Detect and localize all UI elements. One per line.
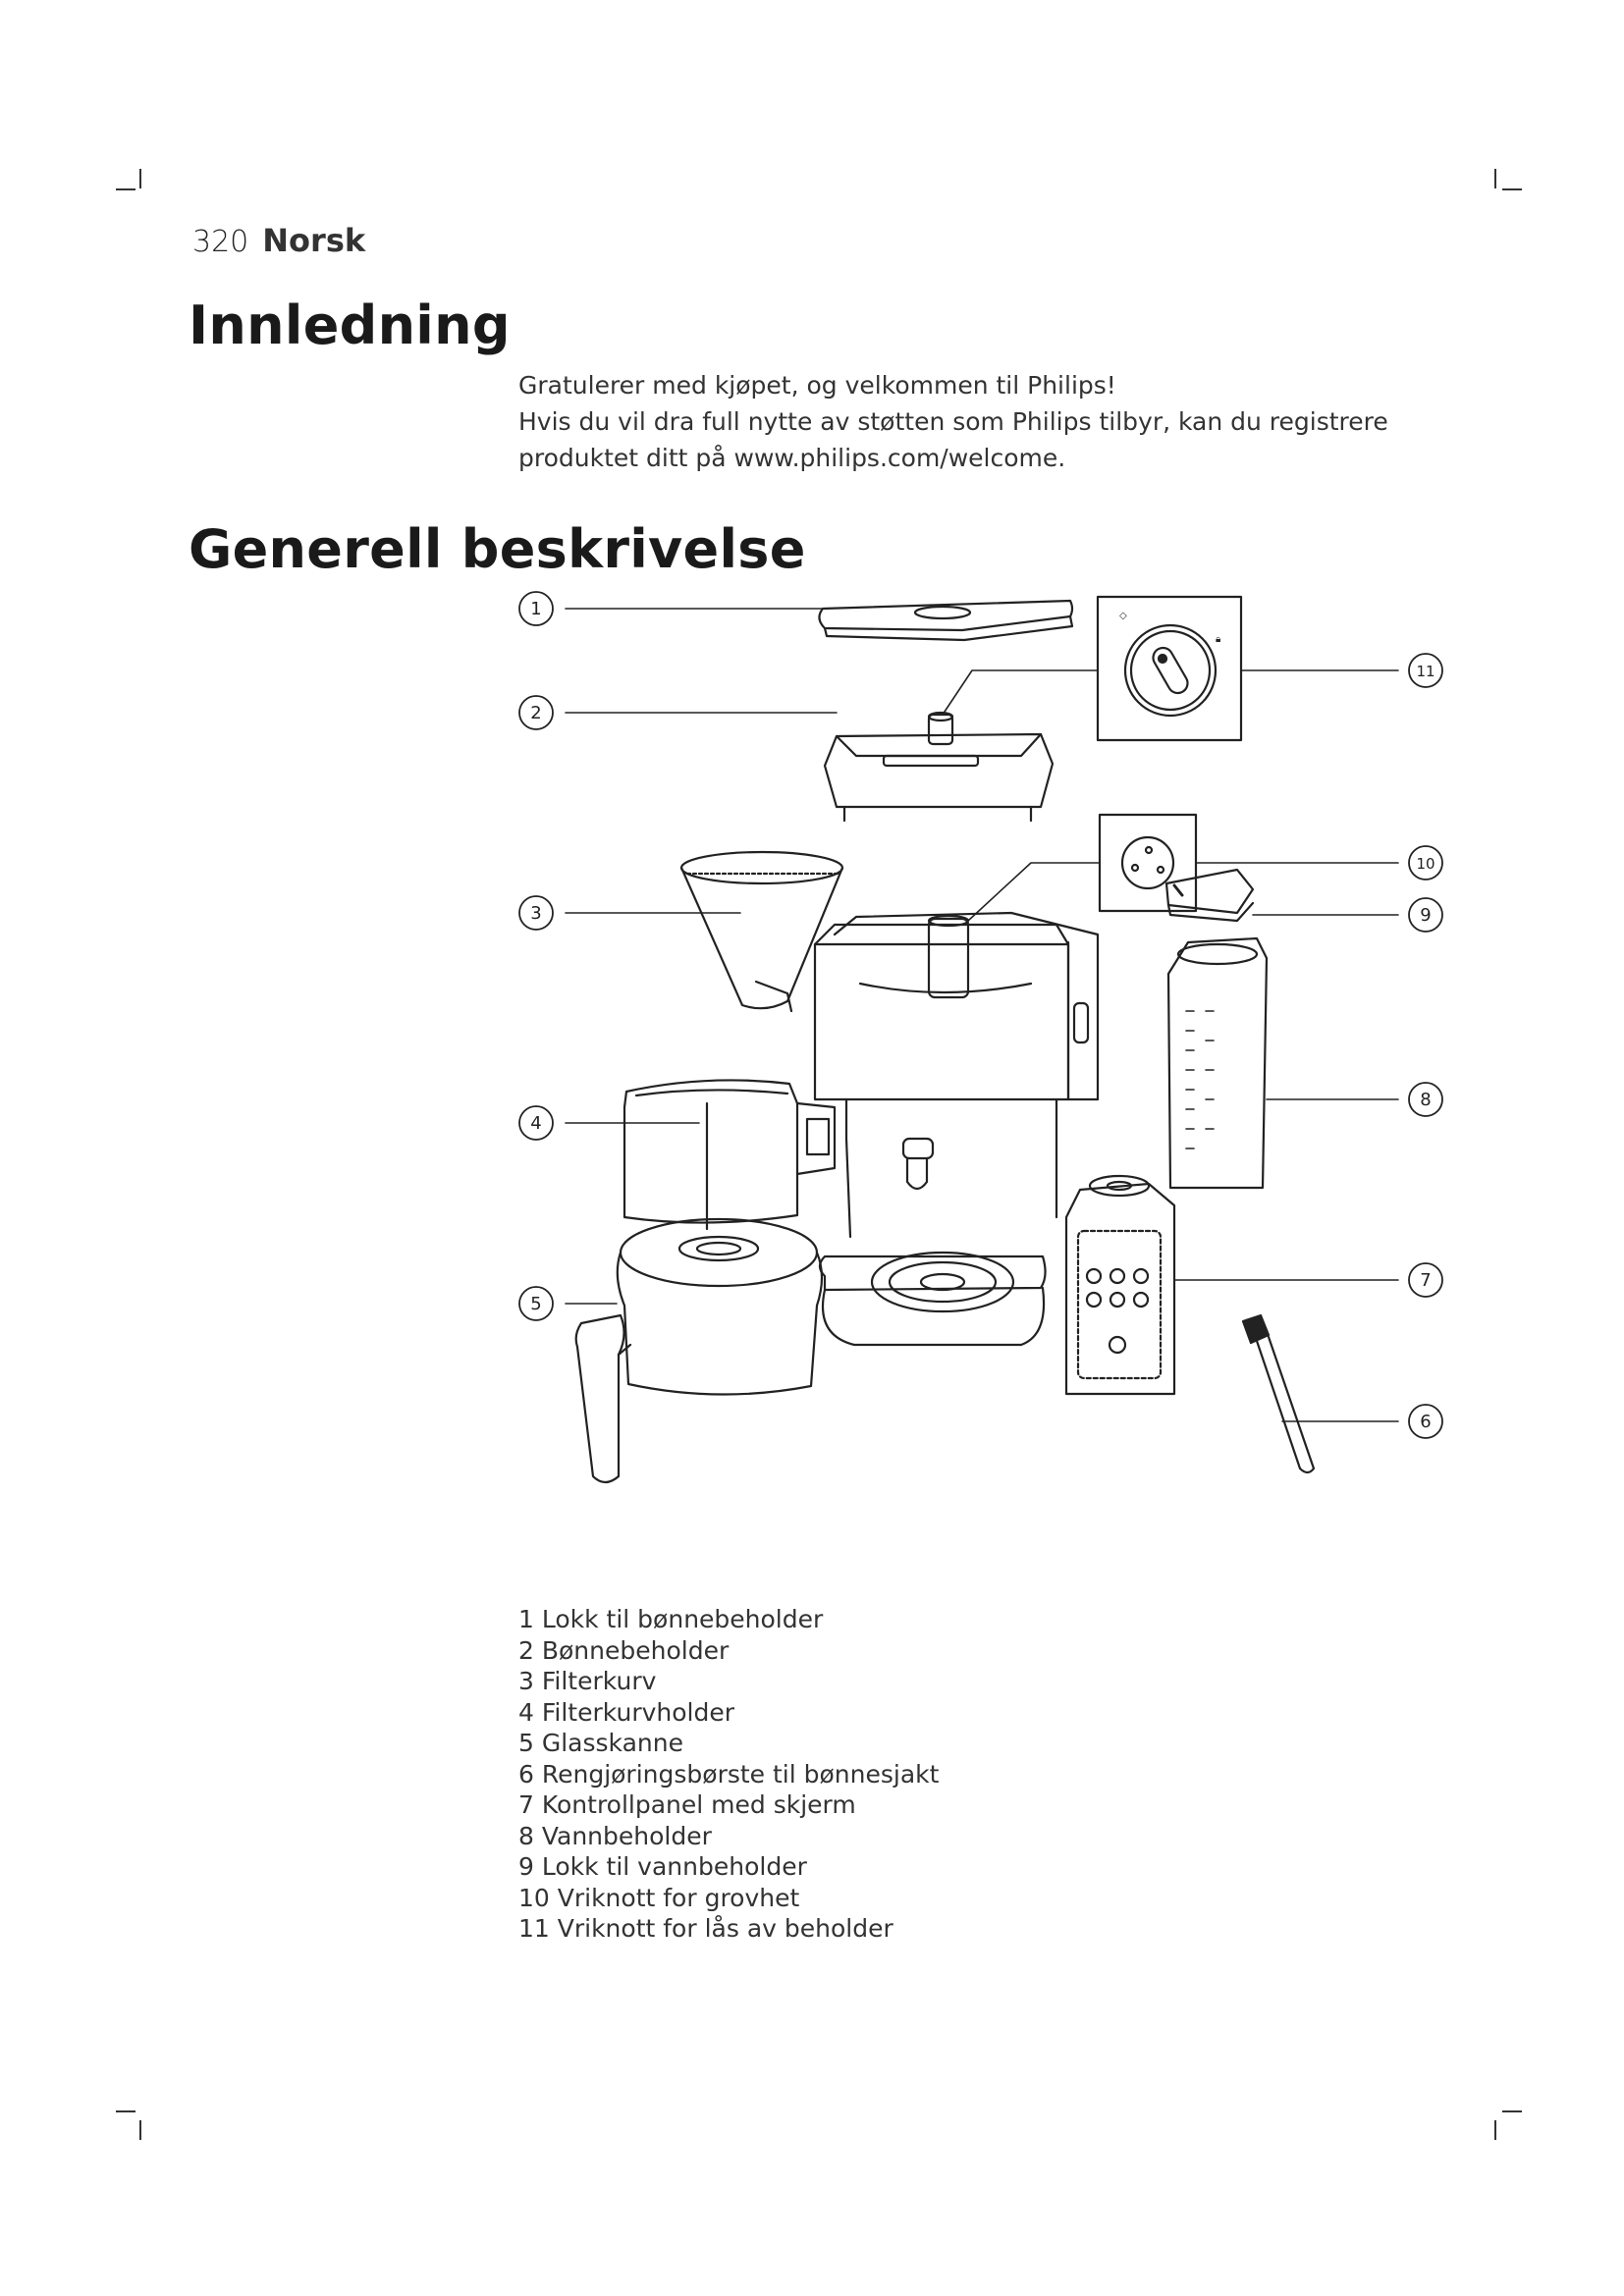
- part-item: 3 Filterkurv: [518, 1667, 657, 1695]
- callout-7: [1409, 1263, 1442, 1297]
- svg-text:6: 6: [1420, 1412, 1432, 1432]
- intro-text: [518, 367, 1500, 476]
- part-item: 5 Glasskanne: [518, 1729, 683, 1757]
- callout-6: [1409, 1405, 1442, 1438]
- svg-text:8: 8: [1420, 1090, 1432, 1110]
- crop-mark: [1502, 188, 1522, 190]
- svg-text:2: 2: [530, 703, 542, 723]
- crop-mark: [139, 2120, 141, 2140]
- part-item: 7 Kontrollpanel med skjerm: [518, 1790, 856, 1819]
- crop-mark: [116, 2110, 135, 2112]
- callout-4: [519, 1106, 553, 1140]
- part-item: 1 Lokk til bønnebeholder: [518, 1605, 824, 1633]
- crop-mark: [139, 169, 141, 188]
- page-header: [192, 222, 365, 259]
- callouts: [519, 592, 1442, 1438]
- callout-2: [519, 696, 553, 729]
- parts-list: [518, 1604, 939, 1945]
- part-item: 10 Vriknott for grovhet: [518, 1883, 800, 1912]
- lock-knob-inset: [1098, 597, 1241, 740]
- crop-mark: [1502, 2110, 1522, 2112]
- leader-lines: [566, 609, 1398, 1421]
- part-item: 8 Vannbeholder: [518, 1821, 712, 1850]
- coffee-machine-diagram: [511, 589, 1473, 1531]
- svg-text:1: 1: [530, 599, 542, 619]
- svg-text:9: 9: [1420, 905, 1432, 926]
- callout-3: [519, 896, 553, 930]
- carafe-part: [576, 1219, 822, 1482]
- svg-text:7: 7: [1420, 1270, 1432, 1291]
- part-item: 6 Rengjøringsbørste til bønnesjakt: [518, 1759, 940, 1789]
- svg-text:11: 11: [1416, 663, 1435, 680]
- crop-mark: [1494, 2120, 1496, 2140]
- svg-text:10: 10: [1416, 855, 1435, 873]
- callout-1: [519, 592, 553, 625]
- machine-body: [815, 913, 1098, 1345]
- callout-11: [1409, 654, 1442, 687]
- part-item: 9 Lokk til vannbeholder: [518, 1852, 807, 1881]
- filter-holder-part: [624, 1080, 835, 1229]
- overview-heading: Generell beskrivelse: [189, 518, 806, 580]
- control-panel-part: [1066, 1176, 1174, 1394]
- callout-10: [1409, 846, 1442, 880]
- crop-mark: [1494, 169, 1496, 188]
- intro-paragraph: Gratulerer med kjøpet, og velkommen til Philips!: [518, 371, 1116, 400]
- callout-5: [519, 1287, 553, 1320]
- svg-text:3: 3: [530, 903, 542, 924]
- svg-text:◇: ◇: [1119, 611, 1127, 621]
- bean-container-part: [825, 713, 1053, 821]
- water-lid-part: [1166, 870, 1253, 921]
- part-item: 2 Bønnebeholder: [518, 1635, 730, 1665]
- language-label: Norsk: [262, 222, 366, 259]
- part-item: 11 Vriknott for lås av beholder: [518, 1914, 893, 1943]
- water-tank-part: [1168, 938, 1267, 1188]
- filter-basket-part: [681, 852, 842, 1011]
- intro-heading: Innledning: [189, 294, 511, 356]
- callout-8: [1409, 1083, 1442, 1116]
- callout-9: [1409, 898, 1442, 932]
- page-number: 320: [192, 225, 249, 259]
- crop-mark: [116, 188, 135, 190]
- svg-text:4: 4: [530, 1113, 542, 1134]
- svg-text:🔒︎: 🔒︎: [1216, 634, 1221, 645]
- grind-knob-inset: [1100, 815, 1196, 911]
- brush-part: [1243, 1315, 1314, 1472]
- bean-lid-part: [819, 601, 1072, 640]
- intro-paragraph: Hvis du vil dra full nytte av støtten som Philips tilbyr, kan du registrere produktet ditt på www.philips.com/welcome.: [518, 407, 1388, 472]
- svg-text:5: 5: [530, 1294, 542, 1314]
- part-item: 4 Filterkurvholder: [518, 1697, 735, 1727]
